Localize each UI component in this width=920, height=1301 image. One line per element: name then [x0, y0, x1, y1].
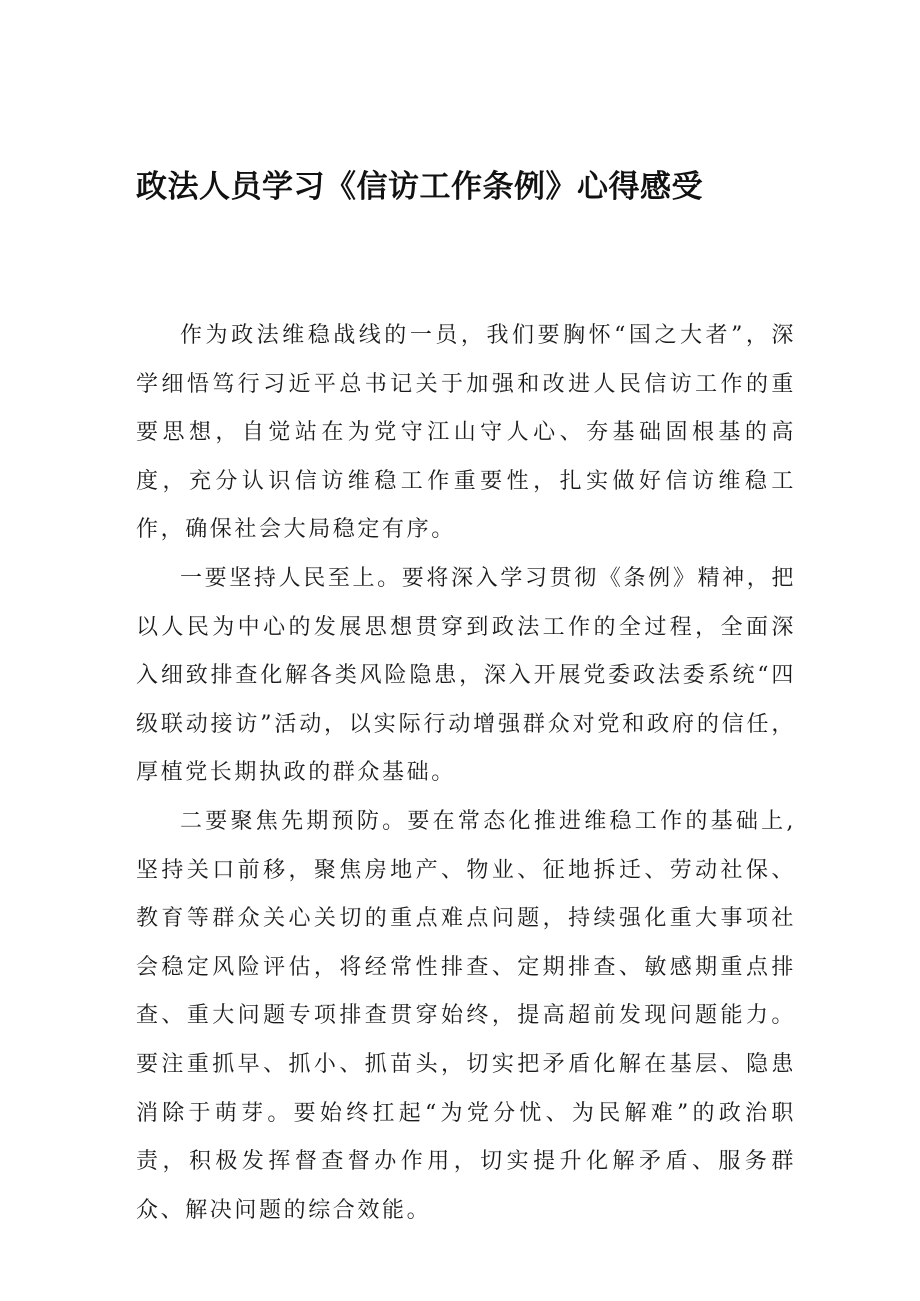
paragraph-people-first: 一要坚持人民至上。要将深入学习贯彻《条例》精神，把以人民为中心的发展思想贯穿到政法工作的全过程，全面深入细致排查化解各类风险隐患，深入开展党委政法委系统“四级联动接访”活动，以实际行动增强群众对党和政府的信任，厚植党长期执政的群众基础。	[136, 565, 796, 786]
paragraph-prevention: 二要聚焦先期预防。要在常态化推进维稳工作的基础上,坚持关口前移，聚焦房地产、物业、征地拆迁、劳动社保、教育等群众关心关切的重点难点问题，持续强化重大事项社会稳定风险评估，将经常性排查、定期排查、敏感期重点排查、重大问题专项排查贯穿始终，提高超前发现问题能力。要注重抓早、抓小、抓苗头，切实把矛盾化解在基层、隐患消除于萌芽。要始终扛起“为党分忧、为民解难”的政治职责，积极发挥督查督办作用，切实提升化解矛盾、服务群众、解决问题的综合效能。	[136, 808, 796, 1223]
document-body	[136, 312, 796, 1235]
paragraph-intro: 作为政法维稳战线的一员，我们要胸怀“国之大者”，深学细悟笃行习近平总书记关于加强和改进人民信访工作的重要思想，自觉站在为党守江山守人心、夯基础固根基的高度，充分认识信访维稳工作重要性，扎实做好信访维稳工作，确保社会大局稳定有序。	[136, 323, 796, 543]
document-title: 政法人员学习《信访工作条例》心得感受	[136, 169, 703, 205]
